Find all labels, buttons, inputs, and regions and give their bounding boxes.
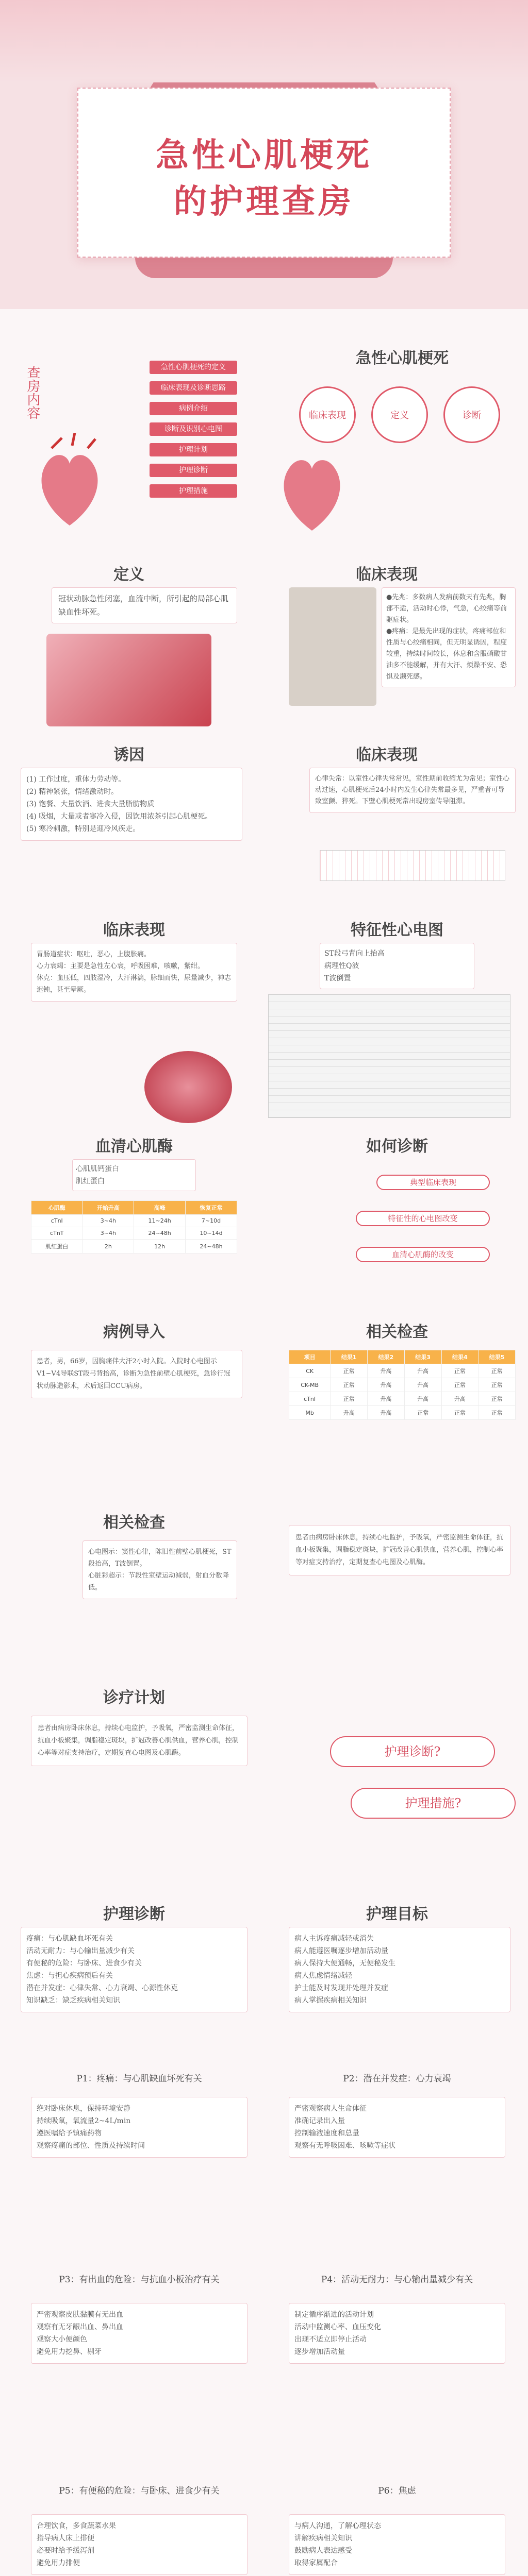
slide-nursing	[0, 1901, 528, 2066]
slide-title: 血清心肌酶	[95, 1138, 173, 1156]
slide-title: 特征性心电图	[351, 921, 443, 939]
hero-title-line1: 急性心肌梗死	[156, 136, 372, 175]
exam-text: 心电图示：窦性心律，陈旧性前壁心肌梗死，ST段抬高，T波倒置。 心脏彩超示：节段性室壁运动减弱，射血分数降低。	[82, 1540, 237, 1599]
toc-item[interactable]: 急性心肌梗死的定义	[150, 361, 237, 374]
clinical-text: ●先兆：多数病人发病前数天有先兆，胸部不适，活动时心悸，气急，心绞痛等前驱症状。 ●疼痛：是最先出现的症状，疼痛部位和性质与心绞痛相同，但无明显诱因，程度较重，持续时间较长，休息和含服硝酸甘油多不能缓解，并有大汗、烦躁不安、恐惧及濒死感。	[382, 587, 516, 687]
problem-title: P2：潜在并发症：心力衰竭	[343, 2074, 451, 2084]
ecg-image	[268, 994, 510, 1118]
list-item: 合理饮食，多食蔬菜水果	[37, 2522, 116, 2530]
list-item: 遵医嘱给予镇痛药物	[37, 2129, 102, 2138]
circle-clinical[interactable]: 临床表现	[299, 386, 356, 443]
slide-exams	[0, 1510, 528, 1680]
list-item: 控制输液速度和总量	[294, 2129, 359, 2138]
plan-text: 患者由病房卧床休息，持续心电监护，予吸氧，严密监测生命体征，抗血小板聚集，调脂稳定斑块，扩冠改善心肌供血，营养心肌，控制心率等对症支持治疗，定期复查心电图及心肌酶。	[31, 1716, 248, 1766]
list-item: 准确记录出入量	[294, 2117, 345, 2125]
ecg-feature: 病理性Q波	[324, 962, 359, 970]
slide-title: 护理诊断	[103, 1905, 165, 1923]
ecg-features	[320, 943, 474, 989]
toc-item[interactable]: 临床表现及诊断思路	[150, 381, 237, 395]
list-item: 病人掌握疾病相关知识	[294, 1996, 367, 2005]
slide-title: 定义	[113, 566, 144, 584]
slide-title: 临床表现	[356, 746, 418, 764]
list-item: 护士能及时发现并处理并发症	[294, 1984, 388, 1992]
ecg-feature: ST段弓背向上抬高	[324, 950, 385, 958]
list-item: 焦虑：与担心疾病预后有关	[26, 1972, 113, 1980]
problem-title: P6：焦虑	[378, 2486, 416, 2496]
slide-title: 如何诊断	[366, 1138, 428, 1156]
artery-image	[46, 634, 211, 726]
slide-definition	[0, 556, 528, 742]
anatomical-heart-icon	[31, 433, 108, 531]
slide-toc	[0, 330, 528, 546]
list-item: 绝对卧床休息，保持环境安静	[37, 2105, 130, 2113]
measure-list	[31, 2514, 248, 2575]
measure-list	[289, 2303, 505, 2364]
slide-causes	[0, 742, 528, 896]
toc-item[interactable]: 护理措施	[150, 484, 237, 498]
diagnosis-criterion: 血清心肌酶的改变	[356, 1247, 490, 1262]
slide-p3-p4	[0, 2272, 528, 2478]
slide-enzymes	[0, 1133, 528, 1303]
list-item: 严密观察病人生命体征	[294, 2105, 367, 2113]
hero-band	[0, 0, 528, 82]
toc-item[interactable]: 护理诊断	[150, 464, 237, 477]
list-item: 讲解疾病相关知识	[294, 2534, 352, 2543]
list-item: 活动无耐力：与心输出量减少有关	[26, 1947, 135, 1955]
slide-title: 急性心肌梗死	[356, 349, 449, 367]
problem-title: P3：有出血的危险：与抗血小板治疗有关	[59, 2275, 220, 2285]
circle-diagnosis[interactable]: 诊断	[443, 386, 500, 443]
patient-photo	[289, 587, 376, 706]
measure-list	[289, 2514, 505, 2575]
slide-title: 诊疗计划	[103, 1689, 165, 1707]
causes-text: (1) 工作过度，重体力劳动等。 (2) 精神紧张，情绪激动时。 (3) 饱餐、大量饮酒、进食大量脂肪物质 (4) 吸烟，大量或者寒冷入侵，因饮用浓茶引起心肌梗死。 (5) 寒冷刺激，特别是迎冷风疾走。	[21, 768, 242, 841]
enzyme-item: 心肌肌钙蛋白	[76, 1165, 119, 1173]
list-item: 病人主诉疼痛减轻或消失	[294, 1935, 374, 1943]
list-item: 有便秘的危险：与卧床、进食少有关	[26, 1959, 142, 1968]
list-item: 与病人沟通，了解心理状态	[294, 2522, 381, 2530]
list-item: 病人焦虑情绪减轻	[294, 1972, 352, 1980]
diagnosis-criterion: 特征性的心电图改变	[356, 1211, 490, 1226]
circle-definition[interactable]: 定义	[371, 386, 428, 443]
list-item: 观察有无呼吸困难、咳嗽等症状	[294, 2142, 395, 2150]
list-item: 持续吸氧，氧流量2~4L/min	[37, 2117, 131, 2125]
ecg-feature: T波倒置	[324, 974, 351, 982]
hero-title-line2: 的护理查房	[174, 182, 354, 221]
nursing-measures-bubble[interactable]: 护理措施?	[351, 1788, 516, 1819]
problem-title: P4：活动无耐力：与心输出量减少有关	[321, 2275, 473, 2285]
list-item: 指导病人床上排便	[37, 2534, 94, 2543]
nursing-goal-list	[289, 1927, 510, 2012]
slide-plan	[0, 1685, 528, 1901]
list-item: 逐步增加活动量	[294, 2348, 345, 2356]
case-text: 患者，男，66岁，因胸痛伴大汗2小时入院。入院时心电图示V1~V4导联ST段弓背抬高，诊断为急性前壁心肌梗死，急诊行冠状动脉造影术，术后返回CCU病房。	[31, 1350, 242, 1398]
slide-title: 相关检查	[103, 1514, 165, 1532]
list-item: 潜在并发症：心律失常、心力衰竭、心源性休克	[26, 1984, 178, 1992]
hero-banner	[0, 0, 528, 309]
heart-image	[144, 1051, 232, 1123]
enzyme-list	[72, 1159, 196, 1191]
list-item: 避免用力挖鼻、剔牙	[37, 2348, 102, 2356]
list-item: 鼓励病人表达感受	[294, 2547, 352, 2555]
ecg-strip	[320, 850, 505, 881]
definition-text: 冠状动脉急性闭塞，血流中断，所引起的局部心肌缺血性坏死。	[52, 587, 237, 623]
slide-title: 病例导入	[103, 1323, 165, 1341]
slide-p1-p2	[0, 2071, 528, 2267]
slide-ecg	[0, 917, 528, 1133]
list-item: 知识缺乏：缺乏疾病相关知识	[26, 1996, 120, 2005]
measure-list	[289, 2097, 505, 2158]
enzyme-item: 肌红蛋白	[76, 1177, 105, 1185]
list-item: 病人能遵医嘱逐步增加活动量	[294, 1947, 388, 1955]
list-item: 观察大小便颜色	[37, 2335, 87, 2344]
list-item: 病人保持大便通畅，无便秘发生	[294, 1959, 395, 1968]
list-item: 疼痛：与心肌缺血坏死有关	[26, 1935, 113, 1943]
problem-title: P5：有便秘的危险：与卧床、进食少有关	[59, 2486, 220, 2496]
list-item: 出现不适立即停止活动	[294, 2335, 367, 2344]
toc-item[interactable]: 病例介绍	[150, 402, 237, 415]
anatomical-heart-icon	[273, 438, 351, 536]
enzyme-table: 心肌酶 开始升高 高峰 恢复正常 cTnI 3~4h 11~24h 7~10d cTnT 3~4h 24~48h 10~14d 肌红蛋白 2h 12h 24~48h	[31, 1200, 237, 1253]
slide-p5-p6	[0, 2483, 528, 2576]
slide-title: 相关检查	[366, 1323, 428, 1341]
list-item: 取得家属配合	[294, 2559, 338, 2567]
list-item: 严密观察皮肤黏膜有无出血	[37, 2311, 123, 2319]
slide-title: 护理目标	[366, 1905, 428, 1923]
slide-title: 临床表现	[356, 566, 418, 584]
slide-case	[0, 1309, 528, 1504]
slide-title: 临床表现	[103, 921, 165, 939]
exam-summary: 患者由病房卧床休息，持续心电监护，予吸氧，严密监测生命体征，抗血小板聚集，调脂稳定斑块，扩冠改善心肌供血，营养心肌，控制心率等对症支持治疗，定期复查心电图及心肌酶。	[289, 1525, 510, 1575]
diagnosis-criterion: 典型临床表现	[376, 1175, 490, 1190]
list-item: 避免用力排便	[37, 2559, 80, 2567]
measure-list	[31, 2303, 248, 2364]
arrhythmia-text: 心律失常：以室性心律失常常见，室性期前收缩尤为常见；室性心动过速，心肌梗死后24小时内发生心律失常最多见，严重者可导致室颤、猝死。下壁心肌梗死常出现房室传导阻滞。	[309, 768, 516, 813]
lab-table: 项目 结果1 结果2 结果3 结果4 结果5 CK 正常 升高 升高 正常 正常 CK-MB 正常 升高 升高 正常 正常 cTnI 正常 升高 升高 升高 正常 Mb 升高 升高 正常 正常 正常	[289, 1350, 516, 1420]
list-item: 观察疼痛的部位、性质及持续时间	[37, 2142, 145, 2150]
problem-title: P1：疼痛：与心肌缺血坏死有关	[76, 2074, 202, 2084]
list-item: 必要时给予缓泻剂	[37, 2547, 94, 2555]
nursing-diagnosis-list	[21, 1927, 248, 2012]
list-item: 活动中监测心率、血压变化	[294, 2323, 381, 2331]
clinical-text-2: 胃肠道症状：呕吐，恶心，上腹胀痛。 心力衰竭：主要是急性左心衰，呼吸困难，咳嗽，紫绀。 休克：血压低，四肢湿冷，大汗淋漓，脉细而快，尿量减少，神志迟钝，甚至晕厥。	[31, 943, 237, 1002]
list-item: 观察有无牙龈出血、鼻出血	[37, 2323, 123, 2331]
slide-title: 诱因	[113, 746, 144, 764]
measure-list	[31, 2097, 248, 2158]
list-item: 制定循序渐进的活动计划	[294, 2311, 374, 2319]
nursing-diagnosis-bubble[interactable]: 护理诊断?	[330, 1736, 495, 1767]
toc-item[interactable]: 护理计划	[150, 443, 237, 456]
toc-heading: 查房内容	[25, 366, 40, 419]
toc-item[interactable]: 诊断及识别心电图	[150, 422, 237, 436]
